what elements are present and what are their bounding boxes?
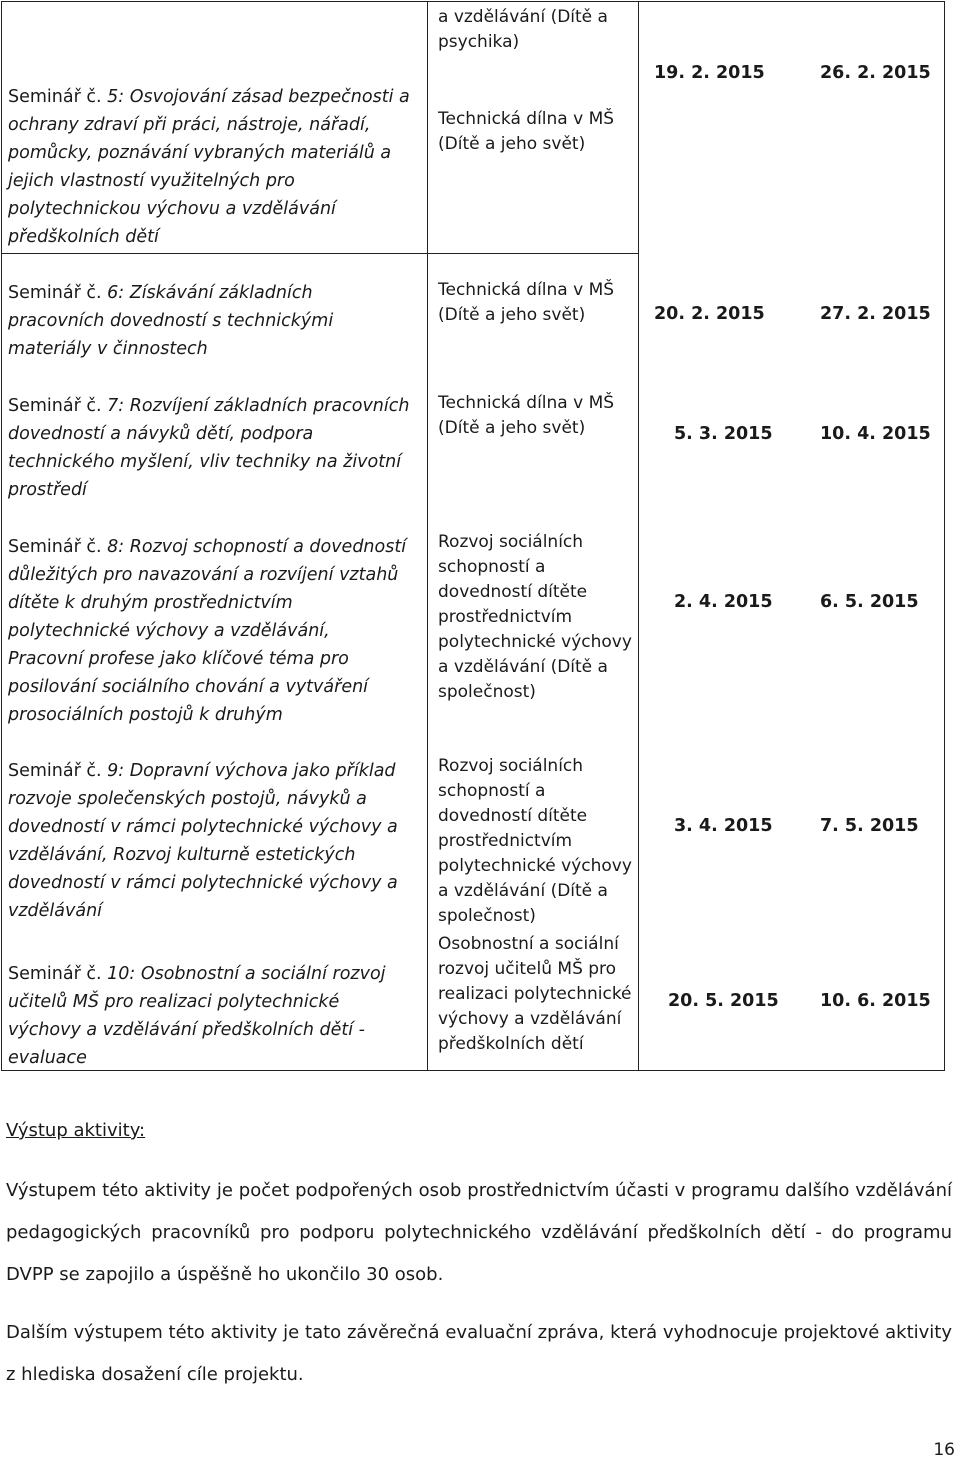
seminar-description: Technická dílna v MŠ (Dítě a jeho svět) xyxy=(438,393,615,438)
seminar-description: Technická dílna v MŠ (Dítě a jeho svět) xyxy=(438,280,615,325)
seminar-description: Rozvoj sociálních schopností a dovedností dítěte prostřednictvím polytechnické výchovy a vzdělávání (Dítě a společnost) xyxy=(438,756,632,926)
date-to: 27. 2. 2015 xyxy=(820,304,931,324)
seminar-title: Seminář č. 9: Dopravní výchova jako příklad rozvoje společenských postojů, návyků a dovedností v rámci polytechnické výchovy a vzdělávání, Rozvoj kulturně estetických dovedností v rámci polytechnické výchovy a vzdělávání xyxy=(8,761,398,921)
date-to: 6. 5. 2015 xyxy=(820,592,919,612)
seminar-title: Seminář č. 10: Osobnostní a sociální rozvoj učitelů MŠ pro realizaci polytechnické výchovy a vzdělávání předškolních dětí - evaluace xyxy=(8,964,386,1068)
output-paragraph: Dalším výstupem této aktivity je tato závěrečná evaluační zpráva, která vyhodnocuje projektové aktivity z hlediska dosažení cíle projektu. xyxy=(6,1322,952,1385)
date-to: 10. 6. 2015 xyxy=(820,991,931,1011)
seminar-title: Seminář č. 6: Získávání základních pracovních dovedností s technickými materiály v činnostech xyxy=(8,283,334,359)
column-divider xyxy=(427,2,428,1070)
date-from: 20. 2. 2015 xyxy=(654,304,765,324)
seminar-table xyxy=(1,1,945,1071)
seminar-description: Technická dílna v MŠ (Dítě a jeho svět) xyxy=(438,109,615,154)
row-divider xyxy=(2,253,639,254)
description-carryover: a vzdělávání (Dítě a psychika) xyxy=(438,7,608,52)
date-to: 10. 4. 2015 xyxy=(820,424,931,444)
date-from: 19. 2. 2015 xyxy=(654,63,765,83)
date-from: 3. 4. 2015 xyxy=(674,816,773,836)
date-to: 26. 2. 2015 xyxy=(820,63,931,83)
page-number: 16 xyxy=(933,1440,955,1460)
date-to: 7. 5. 2015 xyxy=(820,816,919,836)
seminar-title: Seminář č. 8: Rozvoj schopností a dovedností důležitých pro navazování a rozvíjení vztahů dítěte k druhým prostřednictvím polytechnické výchovy a vzdělávání, Pracovní profese jako klíčové téma pro posilování sociálního chování a vytváření prosociálních postojů k druhým xyxy=(8,537,407,725)
date-from: 5. 3. 2015 xyxy=(674,424,773,444)
column-divider xyxy=(638,2,639,1070)
seminar-title: Seminář č. 5: Osvojování zásad bezpečnosti a ochrany zdraví při práci, nástroje, nářadí, pomůcky, poznávání vybraných materiálů a jejich vlastností využitelných pro polytechnickou výchovu a vzdělávání předškolních dětí xyxy=(8,87,410,247)
output-heading: Výstup aktivity: xyxy=(6,1120,146,1141)
date-from: 20. 5. 2015 xyxy=(668,991,779,1011)
output-paragraph: Výstupem této aktivity je počet podpořených osob prostřednictvím účasti v programu dalšího vzdělávání pedagogických pracovníků pro podporu polytechnického vzdělávání předškolních dětí - do programu DVPP se zapojilo a úspěšně ho ukončilo 30 osob. xyxy=(6,1180,952,1285)
seminar-description: Rozvoj sociálních schopností a dovedností dítěte prostřednictvím polytechnické výchovy a vzdělávání (Dítě a společnost) xyxy=(438,532,632,702)
seminar-title: Seminář č. 7: Rozvíjení základních pracovních dovedností a návyků dětí, podpora technického myšlení, vliv techniky na životní prostředí xyxy=(8,396,410,500)
seminar-description: Osobnostní a sociální rozvoj učitelů MŠ pro realizaci polytechnické výchovy a vzdělávání předškolních dětí xyxy=(438,934,632,1054)
date-from: 2. 4. 2015 xyxy=(674,592,773,612)
